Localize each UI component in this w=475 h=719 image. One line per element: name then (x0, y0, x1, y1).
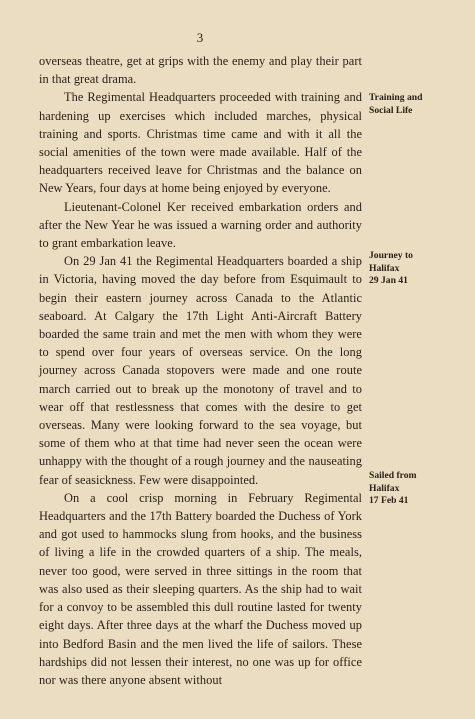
paragraph: overseas theatre, get at grips with the enemy and play their part in that great drama. (39, 54, 362, 87)
margin-note-journey (369, 250, 469, 288)
margin-note-line: Halifax (369, 262, 400, 274)
margin-note-line: Journey to (369, 250, 413, 261)
paragraph: On a cool crisp morning in February Regimental Headquarters and the 17th Battery boarded the Duchess of York and got used to hammocks slung from hooks, and the business of living a life in the crowded quarters of a ship. The meals, never too good, were served in three sittings in the room that was also used as their sleeping quarters. As the ship had to wait for a convoy to be assembled this dull routine lasted for twenty eight days. After three days at the wharf the Duchess moved up into Bedford Basin and the men lived the life of sailors. These hardships did not lessen their interest, no one was up for office nor was there anyone absent without (39, 490, 362, 687)
margin-note-training (369, 92, 469, 117)
paragraph: On 29 Jan 41 the Regimental Headquarters boarded a ship in Victoria, having moved the day before from Esquimault to begin their eastern journey across Canada to the Atlantic seaboard. At Calgary the 17th Light Anti-Aircraft Battery boarded the same train and met the men with whom they were to spend over four years of overseas service. On the long journey across Canada stopovers were made and one route march carried out to break up the monotony of travel and to wear off that restlessness that comes with the desire to get overseas. Many were looking forward to the sea voyage, but some of them who at that time had never seen the ocean were unhappy with the thought of a rough journey and the nauseating fear of seasickness. Few were disappointed. (39, 254, 362, 487)
margin-note-line: 29 Jan 41 (369, 275, 408, 286)
margin-note-line: Social Life (369, 104, 413, 116)
paragraph: Lieutenant-Colonel Ker received embarkation orders and after the New Year he was issued a warning order and authority to grant embarkation leave. (39, 199, 362, 251)
margin-note-sailed (369, 470, 469, 508)
paragraph: The Regimental Headquarters proceeded with training and hardening up exercises which included marches, physical training and sports. Christmas time came and with it all the social amenities of the town were made available. Half of the headquarters received leave for Christmas and the balance on New Years, four days at home being enjoyed by everyone. (39, 90, 362, 196)
margin-note-line: 17 Feb 41 (369, 495, 409, 506)
margin-note-line: Training and (369, 92, 423, 103)
margin-note-line: Halifax (369, 482, 400, 494)
margin-note-line: Sailed from (369, 470, 417, 481)
body-text (39, 52, 362, 689)
page-number: 3 (196, 30, 204, 45)
